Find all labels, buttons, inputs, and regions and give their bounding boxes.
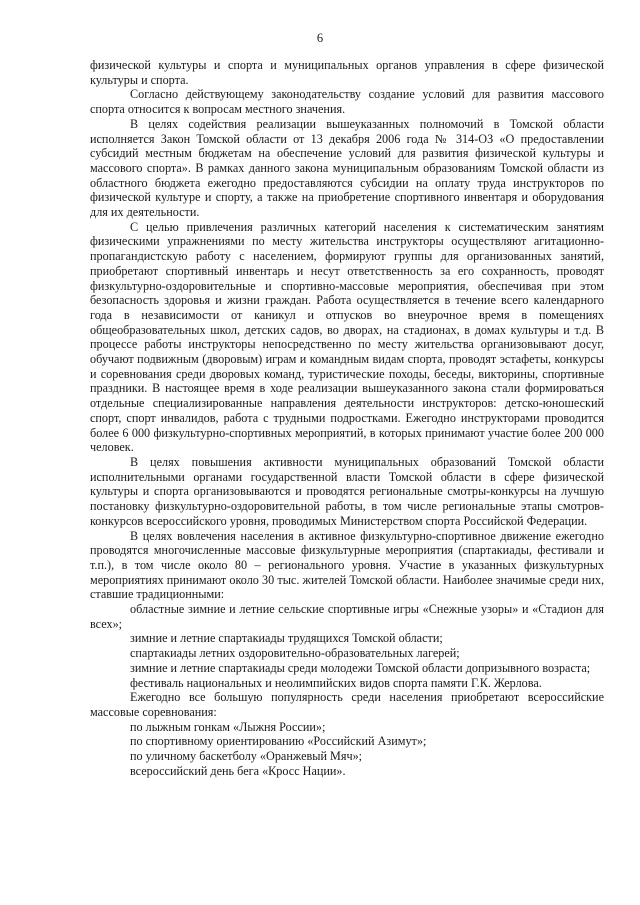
list-item: по спортивному ориентированию «Российский Азимут»; [130, 734, 427, 749]
list-item: всероссийский день бега «Кросс Нации». [130, 763, 346, 778]
page-number: 6 [316, 31, 324, 45]
paragraph-regional-law: В целях содействия реализации вышеуказанных полномочий в Томской области исполняется Закон Томской области от 13 декабря 2006 года № 314-ОЗ «О предоставлении субсидий местным бюджетам на обеспечение условий для развития физической культуры и массового спорта». В рамках данного закона муниципальным образованиям Томской области из областного бюджета ежегодно предоставляются субсидии на оплату труда инструкторов по физической культуре и спорту, а также на приобретение спортивного инвентаря и оборудования для их деятельности. [90, 116, 604, 220]
list-item: областные зимние и летние сельские спортивные игры «Снежные узоры» и «Стадион для всех»; [90, 602, 604, 631]
paragraph-all-russian: Ежегодно все большую популярность среди населения приобретают всероссийские массовые соревнования: [90, 690, 604, 719]
list-item: зимние и летние спартакиады среди молодежи Томской области допризывного возраста; [130, 660, 591, 675]
list-item: спартакиады летних оздоровительно-образовательных лагерей; [130, 646, 460, 661]
list-item: по лыжным гонкам «Лыжня России»; [130, 719, 326, 734]
paragraph-contests: В целях повышения активности муниципальных образований Томской области исполнительными органами государственной власти Томской области в сфере физической культуры и спорта организовываются и проводятся региональные смотры-конкурсы на лучшую постановку физкультурно-оздоровительной работы, в том числе региональные этапы смотров-конкурсов всероссийского уровня, проводимых Министерством спорта Российской Федерации. [90, 454, 604, 528]
document-body [90, 58, 604, 778]
paragraph-legislation: Согласно действующему законодательству создание условий для развития массового спорта относится к вопросам местного значения. [90, 87, 604, 117]
paragraph-continuation: физической культуры и спорта и муниципальных органов управления в сфере физической культуры и спорта. [90, 58, 604, 87]
list-item: зимние и летние спартакиады трудящихся Томской области; [130, 631, 443, 646]
paragraph-mass-events: В целях вовлечения населения в активное физкультурно-спортивное движение ежегодно проводятся многочисленные массовые физкультурные мероприятия (спартакиады, фестивали и т.п.), в том числе около 80 – регионального уровня. Участие в указанных физкультурных мероприятиях принимают около 30 тыс. жителей Томской области. Наиболее значимые среди них, ставшие традиционными: [90, 528, 604, 602]
paragraph-instructors: С целью привлечения различных категорий населения к систематическим занятиям физическими упражнениями по месту жительства инструкторы осуществляют агитационно-пропагандистскую работу с населением, формируют группы для организованных занятий, приобретают спортивный инвентарь и несут ответственность за его сохранность, проводят физкультурно-оздоровительные и спортивно-массовые мероприятия, обеспечивая при этом безопасность здоровья и жизни граждан. Работа осуществляется в течение всего календарного года в независимости от каникул и отпусков во внеурочное время в помещениях общеобразовательных школ, детских садов, во дворах, на стадионах, в домах культуры и т.д. В процессе работы инструкторы непосредственно по месту жительства организовывают досуг, обучают подвижным (дворовым) играм и командным видам спорта, проводят эстафеты, конкурсы и соревнования среди дворовых команд, туристические походы, беседы, викторины, спортивные праздники. В настоящее время в ходе реализации вышеуказанного закона стали формироваться отдельные специализированные направления деятельности инструкторов: детско-юношеский спорт, спорт инвалидов, работа с трудными подростками. Ежегодно инструкторами проводится более 6 000 физкультурно-спортивных мероприятий, в которых принимают участие более 200 000 человек. [90, 219, 604, 455]
list-item: фестиваль национальных и неолимпийских видов спорта памяти Г.К. Жерлова. [130, 675, 542, 690]
list-item: по уличному баскетболу «Оранжевый Мяч»; [130, 749, 363, 764]
